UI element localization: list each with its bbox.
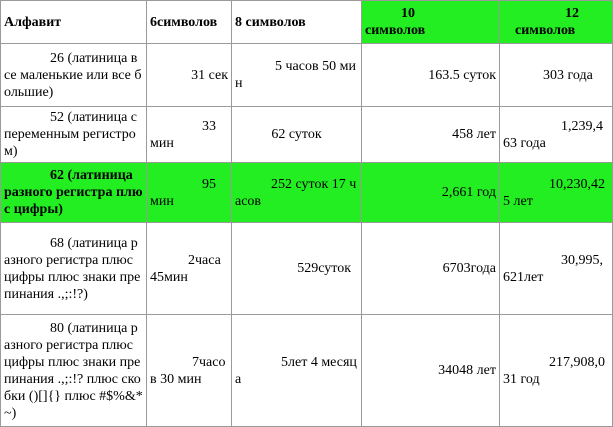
header-ten-word: символов bbox=[365, 23, 426, 38]
cell-ten: 2,661 год bbox=[362, 163, 500, 223]
cell-six: 31 сек bbox=[147, 44, 232, 107]
table-row bbox=[1, 223, 613, 315]
cell-ten: 6703года bbox=[362, 223, 500, 315]
header-alphabet bbox=[1, 1, 147, 44]
cell-six: 33 мин bbox=[147, 107, 232, 163]
table-row bbox=[1, 315, 613, 427]
cell-six: 2часа 45мин bbox=[147, 223, 232, 315]
header-eight-label: 8 символов bbox=[235, 14, 306, 30]
cell-eight: 62 суток bbox=[232, 107, 362, 163]
cell-alphabet: 52 (латиница с переменным регистром) bbox=[1, 107, 147, 163]
cell-eight: 529суток bbox=[232, 223, 362, 315]
table-row bbox=[1, 107, 613, 163]
cell-alphabet: 62 (латиница разного регистра плюс цифры) bbox=[1, 163, 147, 223]
cell-ten: 34048 лет bbox=[362, 315, 500, 427]
header-six bbox=[147, 1, 232, 44]
header-alphabet-label: Алфавит bbox=[4, 14, 62, 30]
cell-six: 7часо в 30 мин bbox=[147, 315, 232, 427]
cell-eight: 5 часов 50 мин bbox=[232, 44, 362, 107]
cell-twelve: 217,908,031 год bbox=[500, 315, 613, 427]
header-twelve bbox=[500, 1, 613, 44]
table-row bbox=[1, 44, 613, 107]
cell-eight: 5лет 4 месяца bbox=[232, 315, 362, 427]
cell-alphabet: 80 (латиница разного регистра плюс цифры плюс знаки препинания .,;:!? плюс скобки ()[]{} плюс #$%&*~) bbox=[1, 315, 147, 427]
cell-twelve: 303 года bbox=[500, 44, 613, 107]
header-ten bbox=[362, 1, 500, 44]
header-twelve-word: символов bbox=[515, 23, 576, 38]
cell-twelve: 10,230,425 лет bbox=[500, 163, 613, 223]
cell-alphabet: 26 (латиница все маленькие или все большие) bbox=[1, 44, 147, 107]
cell-alphabet: 68 (латиница разного регистра плюс цифры плюс знаки препинания .,;:!?) bbox=[1, 223, 147, 315]
header-eight bbox=[232, 1, 362, 44]
header-twelve-number: 12 bbox=[565, 6, 579, 21]
cell-twelve: 1,239,463 года bbox=[500, 107, 613, 163]
header-ten-number: 10 bbox=[401, 6, 415, 21]
header-row bbox=[1, 1, 613, 44]
cell-twelve: 30,995,621лет bbox=[500, 223, 613, 315]
cell-six: 95 мин bbox=[147, 163, 232, 223]
cell-ten: 163.5 суток bbox=[362, 44, 500, 107]
table-row-highlighted bbox=[1, 163, 613, 223]
header-six-label: 6символов bbox=[150, 14, 218, 30]
cell-ten: 458 лет bbox=[362, 107, 500, 163]
cell-eight: 252 суток 17 часов bbox=[232, 163, 362, 223]
